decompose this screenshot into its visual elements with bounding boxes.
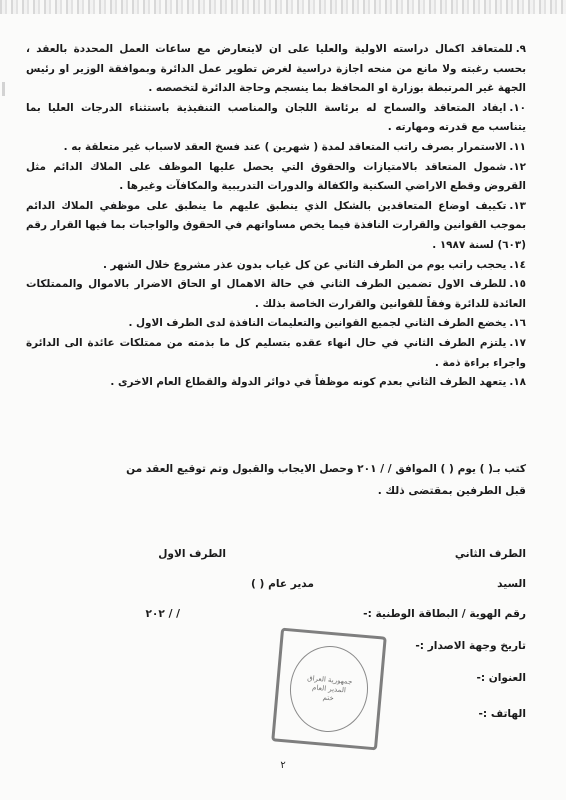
clause-12 xyxy=(26,158,526,197)
clause-number: ١٢. xyxy=(509,160,526,173)
director-label: مدير عام ( ) xyxy=(251,578,314,590)
clause-number: ٩. xyxy=(515,43,526,55)
address-label: العنوان :- xyxy=(476,672,526,684)
clause-text: تكييف اوضاع المتعاقدين بالشكل الذي ينطبق عليهم ما ينطبق على موظفي الملاك الدائم بموجب القوانين والقرارت النافذة فيما يخص مساواتهم في الحقوق والواجبات بما فيها القرار رقم (٦٠٣) لسنة ١٩٨٧ . xyxy=(26,199,526,251)
clause-text: يخضع الطرف الثاني لجميع القوانين والتعليمات النافذة لدى الطرف الاول . xyxy=(128,317,507,330)
clause-number: ١٤. xyxy=(509,258,526,271)
clause-text: يتعهد الطرف الثاني بعدم كونه موظفاً في دوائر الدولة والقطاع العام الاخرى . xyxy=(110,376,507,389)
clause-10 xyxy=(26,99,526,138)
clause-text: ايفاد المتعاقد والسماح له برئاسة اللجان والمناصب التنفيذية باستثناء الدرجات العليا بما يتناسب مع قدرته ومهارته . xyxy=(26,101,526,134)
clause-number: ١٧. xyxy=(509,336,526,349)
phone-label: الهاتف :- xyxy=(478,708,526,720)
clause-number: ١٨. xyxy=(509,376,526,389)
stamp-line: المدير العام xyxy=(311,683,347,694)
clause-number: ١٣. xyxy=(509,199,526,212)
clause-text: يحجب راتب يوم من الطرف الثاني عن كل غياب بدون عذر مشروع خلال الشهر . xyxy=(102,258,507,271)
clause-number: ١٥. xyxy=(509,278,526,291)
stamp-line: جمهورية العراق xyxy=(306,673,353,686)
clause-text: يلتزم الطرف الثاني في حال انهاء عقده بتسليم كل ما بذمته من ممتلكات عائدة الى الدائرة واجراء براءة ذمة . xyxy=(26,336,526,369)
issue-label: تاريخ وجهة الاصدار :- xyxy=(415,640,526,652)
clause-14 xyxy=(26,256,526,276)
clause-text: شمول المتعاقد بالامتيازات والحقوق التي يحصل عليها الموظف على الملاك الدائم مثل القروض وقطع الاراضي السكنية والكفالة والدورات التدريبية والمكافآت وغيرها . xyxy=(26,160,526,193)
written-line-1: كتب بـ( ) يوم ( ) الموافق / / ٢٠١ وحصل الايجاب والقبول وتم توقيع العقد من xyxy=(126,463,526,475)
written-on-statement xyxy=(26,458,526,502)
clause-text: للطرف الاول تضمين الطرف الثاني في حالة الاهمال او الحاق الاضرار بالاموال والممتلكات العائدة للدائرة وفقاً للقوانين والقرارت الخاصة بذلك . xyxy=(26,278,526,310)
clause-9 xyxy=(26,40,526,99)
scan-edge xyxy=(0,0,566,14)
clause-text: للمتعاقد اكمال دراسته الاولية والعليا على ان لايتعارض مع ساعات العمل المحددة بالعقد ، بحسب رغبته ولا مانع من منحه اجازة دراسية لغرض تطوير عمل الدائرة وبموافقة الوزير او رئيس الجهة غير المرتبطة بوزارة او المحافظ بما ينسجم وحاجة الدائرة لتخصصه . xyxy=(26,43,526,95)
mr-label: السيد xyxy=(497,578,526,590)
second-party-title: الطرف الثاني xyxy=(454,548,526,560)
clause-text: الاستمرار بصرف راتب المتعاقد لمدة ( شهرين ) عند فسخ العقد لاسباب غير متعلقة به . xyxy=(63,140,507,153)
scan-mark xyxy=(2,82,5,96)
id-label: رقم الهوية / البطاقة الوطنية :- xyxy=(363,608,526,620)
clause-17 xyxy=(26,334,526,373)
page-number: ٢ xyxy=(280,760,286,771)
clause-18 xyxy=(26,373,526,393)
stamp-line: ختم xyxy=(322,692,335,702)
clause-number: ١٠. xyxy=(509,101,526,114)
clauses-list xyxy=(26,40,526,393)
date-blank: / / ٢٠٢ xyxy=(145,608,180,620)
written-line-2: قبل الطرفين بمقتضى ذلك . xyxy=(377,485,526,497)
clause-13 xyxy=(26,197,526,256)
clause-15 xyxy=(26,275,526,314)
official-stamp xyxy=(271,628,387,751)
stamp-seal xyxy=(286,643,371,735)
clause-number: ١١. xyxy=(509,140,526,153)
clause-number: ١٦. xyxy=(509,317,526,330)
clause-16 xyxy=(26,314,526,334)
first-party-title: الطرف الاول xyxy=(158,548,226,560)
clause-11 xyxy=(26,138,526,158)
